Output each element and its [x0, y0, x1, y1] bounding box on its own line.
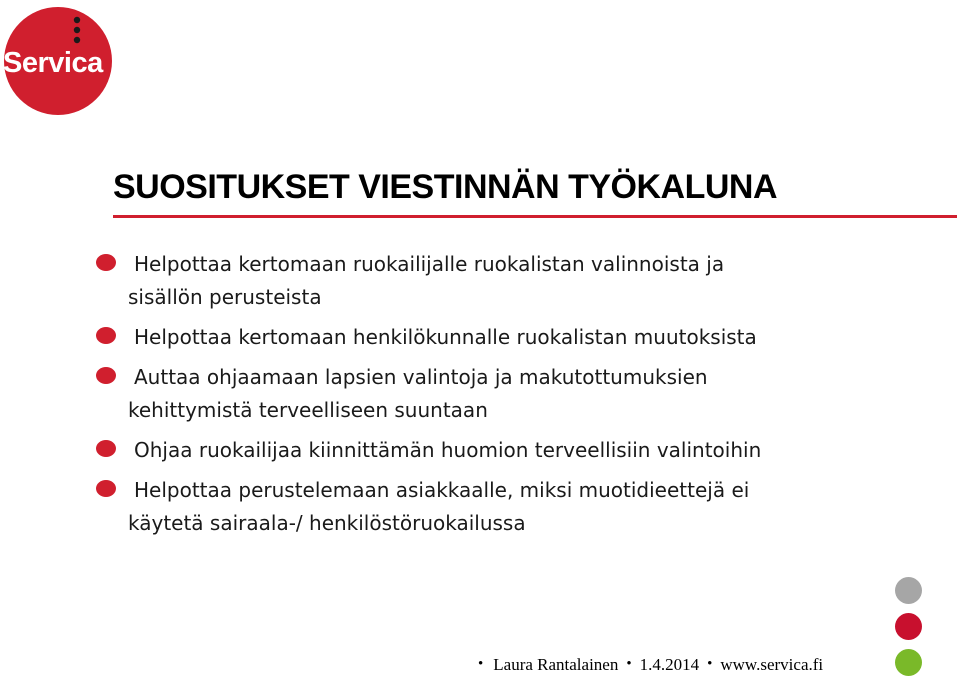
bullet-dot-icon [96, 440, 116, 457]
footer-separator: • [626, 655, 632, 672]
red-dot-icon [895, 613, 922, 640]
gray-dot-icon [895, 577, 922, 604]
bullet-item [96, 321, 896, 354]
bullet-text: Helpottaa kertomaan henkilökunnalle ruokalistan muutoksista [134, 325, 757, 349]
bullet-text: Auttaa ohjaamaan lapsien valintoja ja makutottumuksien [134, 365, 708, 389]
bullet-dot-icon [96, 327, 116, 344]
bullet-dot-icon [96, 480, 116, 497]
green-dot-icon [895, 649, 922, 676]
bullet-text-continued: käytetä sairaala-/ henkilöstöruokailussa [128, 511, 526, 535]
bullet-text: Helpottaa kertomaan ruokailijalle ruokalistan valinnoista ja [134, 252, 725, 276]
bullet-text: Ohjaa ruokailijaa kiinnittämän huomion terveellisiin valintoihin [134, 438, 762, 462]
bullet-dot-icon [96, 254, 116, 271]
bullet-item [96, 434, 896, 467]
bullet-list [96, 248, 896, 547]
servica-logo [0, 6, 118, 116]
footer-separator: • [478, 655, 484, 672]
bullet-text: Helpottaa perustelemaan asiakkaalle, miksi muotidieettejä ei [134, 478, 750, 502]
bullet-item [96, 248, 896, 314]
footer-separator: • [707, 655, 713, 672]
slide-footer [478, 655, 823, 675]
bullet-text-continued: sisällön perusteista [128, 285, 322, 309]
bullet-dot-icon [96, 367, 116, 384]
title-underline [113, 215, 957, 218]
servica-logo-mark [0, 6, 118, 116]
decorative-dots [895, 577, 925, 677]
footer-website: www.servica.fi [720, 655, 824, 674]
footer-date: 1.4.2014 [639, 655, 700, 674]
bullet-item [96, 361, 896, 427]
logo-text: Servica [3, 47, 103, 79]
footer-author: Laura Rantalainen [493, 655, 619, 674]
bullet-text-continued: kehittymistä terveelliseen suuntaan [128, 398, 488, 422]
slide-title: SUOSITUKSET VIESTINNÄN TYÖKALUNA [113, 168, 778, 206]
bullet-item [96, 474, 896, 540]
